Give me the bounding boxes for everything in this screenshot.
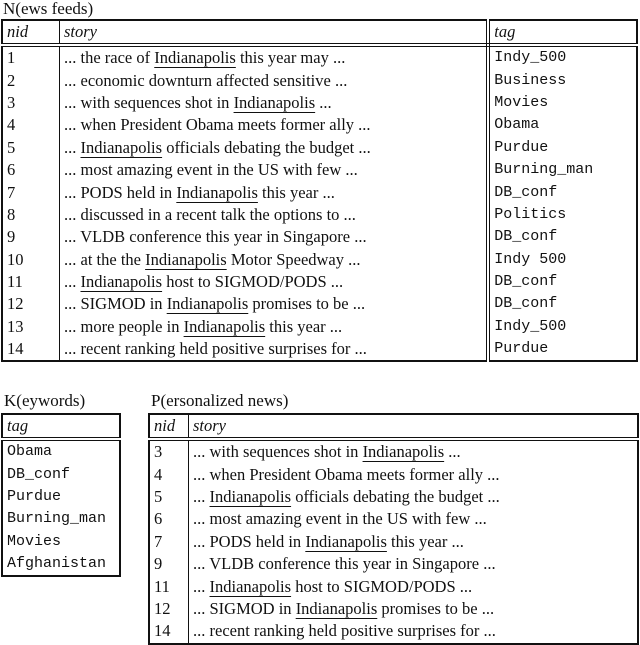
story-cell [60, 92, 489, 114]
story-text: ... recent ranking held positive surprises for ... [193, 621, 496, 641]
story-text: host to SIGMOD/PODS ... [162, 272, 344, 292]
nid-cell: 4 [2, 114, 60, 136]
tag-cell: Movies [494, 93, 549, 111]
nid-cell: 6 [2, 159, 60, 181]
story-cell [60, 181, 489, 203]
table-header-row [2, 20, 637, 45]
table-row [2, 439, 120, 463]
highlighted-keyword: Indianapolis [80, 272, 163, 292]
story-text: this year ... [257, 182, 335, 202]
story-cell [60, 159, 489, 181]
story-text: ... [64, 137, 81, 157]
story-text: ... PODS held in [64, 182, 177, 202]
nid-cell: 10 [2, 249, 60, 271]
nid-cell: 1 [2, 45, 60, 69]
story-text: ... [444, 442, 461, 462]
story-text: ... recent ranking held positive surprises for ... [64, 339, 367, 359]
highlighted-keyword: Indianapolis [80, 137, 163, 157]
highlighted-keyword: Indianapolis [305, 531, 387, 551]
table-row [2, 249, 637, 271]
table-header-row [2, 414, 120, 439]
news-feeds-table [1, 19, 638, 362]
story-text: this year may ... [235, 48, 346, 68]
story-text: ... [315, 92, 332, 112]
story-text: ... SIGMOD in [64, 294, 167, 314]
story-text: ... when President Obama meets former ally ... [64, 115, 371, 135]
tag-cell: Indy 500 [494, 250, 567, 268]
story-cell [60, 249, 489, 271]
tag-cell: Burning_man [494, 161, 594, 179]
story-text: ... economic downturn affected sensitive ... [64, 70, 348, 90]
table-row [149, 486, 638, 508]
tag-cell: DB_conf [494, 183, 558, 201]
tag-cell: Obama [7, 443, 53, 461]
story-text: ... [64, 272, 81, 292]
highlighted-keyword: Indianapolis [166, 294, 249, 314]
tag-cell: Obama [494, 116, 540, 134]
table-row [2, 293, 637, 315]
table-row [149, 575, 638, 597]
nid-cell: 13 [2, 316, 60, 338]
personalized-news-caption: P(ersonalized news) [151, 391, 289, 410]
table-row [2, 159, 637, 181]
keywords-table [1, 413, 121, 577]
tag-cell: Movies [7, 532, 62, 550]
nid-cell: 6 [149, 508, 189, 530]
story-text: ... with sequences shot in [64, 92, 234, 112]
story-text: ... the race of [64, 48, 155, 68]
table-row [2, 181, 637, 203]
nid-cell: 7 [2, 181, 60, 203]
tag-cell: Indy_500 [494, 49, 567, 67]
table-row [2, 137, 637, 159]
story-text: officials debating the budget ... [162, 137, 371, 157]
table-row [2, 463, 120, 485]
story-cell [189, 486, 639, 508]
table-row [2, 45, 637, 69]
table-row [2, 204, 637, 226]
story-cell [189, 439, 639, 463]
highlighted-keyword: Indianapolis [295, 598, 378, 618]
header-story: story [189, 414, 639, 439]
personalized-news-table [148, 413, 639, 645]
highlighted-keyword: Indianapolis [176, 182, 258, 202]
story-text: ... with sequences shot in [193, 442, 363, 462]
story-text: ... most amazing event in the US with few ... [64, 160, 358, 180]
highlighted-keyword: Indianapolis [233, 92, 316, 112]
header-nid: nid [2, 20, 60, 45]
story-cell [60, 114, 489, 136]
tag-cell: Purdue [7, 487, 62, 505]
story-text: ... SIGMOD in [193, 598, 296, 618]
story-cell [60, 204, 489, 226]
tag-cell: Business [494, 71, 567, 89]
tag-cell: DB_conf [494, 273, 558, 291]
table-row [2, 486, 120, 508]
table-row [2, 531, 120, 553]
nid-cell: 11 [149, 575, 189, 597]
nid-cell: 12 [149, 598, 189, 620]
nid-cell: 14 [2, 338, 60, 361]
nid-cell: 8 [2, 204, 60, 226]
nid-cell: 5 [2, 137, 60, 159]
story-text: ... VLDB conference this year in Singapore ... [64, 227, 367, 247]
nid-cell: 14 [149, 620, 189, 643]
header-tag: tag [2, 414, 120, 439]
tag-cell: Afghanistan [7, 555, 107, 573]
table-row [149, 463, 638, 485]
tag-cell: Burning_man [7, 510, 107, 528]
story-text: Motor Speedway ... [226, 249, 361, 269]
story-cell [189, 620, 639, 643]
story-cell [189, 553, 639, 575]
story-text: ... when President Obama meets former ally ... [193, 464, 500, 484]
story-text: ... most amazing event in the US with few ... [193, 509, 487, 529]
table-row [2, 226, 637, 248]
highlighted-keyword: Indianapolis [183, 316, 266, 336]
tag-cell: Purdue [494, 138, 549, 156]
news-feeds-caption: N(ews feeds) [3, 0, 94, 18]
story-text: ... more people in [64, 316, 184, 336]
nid-cell: 7 [149, 531, 189, 553]
tag-cell: DB_conf [494, 295, 558, 313]
story-cell [60, 45, 489, 69]
highlighted-keyword: Indianapolis [145, 249, 227, 269]
table-row [2, 316, 637, 338]
nid-cell: 12 [2, 293, 60, 315]
table-header-row [149, 414, 638, 439]
table-row [2, 271, 637, 293]
table-row [2, 69, 637, 91]
table-row [149, 439, 638, 463]
nid-cell: 5 [149, 486, 189, 508]
story-cell [189, 463, 639, 485]
nid-cell: 9 [2, 226, 60, 248]
keywords-caption: K(eywords) [4, 391, 86, 410]
story-text: ... discussed in a recent talk the options to ... [64, 204, 356, 224]
nid-cell: 11 [2, 271, 60, 293]
story-text: ... [193, 486, 210, 506]
highlighted-keyword: Indianapolis [154, 48, 236, 68]
tag-cell: Purdue [494, 340, 549, 358]
story-cell [189, 598, 639, 620]
highlighted-keyword: Indianapolis [209, 576, 292, 596]
highlighted-keyword: Indianapolis [362, 442, 445, 462]
story-text: ... PODS held in [193, 531, 306, 551]
story-cell [60, 226, 489, 248]
header-tag: tag [488, 20, 637, 45]
table-row [149, 598, 638, 620]
story-text: promises to be ... [248, 294, 366, 314]
story-text: promises to be ... [377, 598, 495, 618]
story-cell [60, 338, 489, 361]
story-cell [189, 508, 639, 530]
table-row [149, 620, 638, 643]
nid-cell: 9 [149, 553, 189, 575]
header-story: story [60, 20, 489, 45]
nid-cell: 2 [2, 69, 60, 91]
nid-cell: 3 [149, 439, 189, 463]
table-row [2, 114, 637, 136]
story-cell [60, 271, 489, 293]
story-text: ... [193, 576, 210, 596]
story-text: this year ... [265, 316, 343, 336]
story-cell [60, 316, 489, 338]
story-text: ... VLDB conference this year in Singapore ... [193, 554, 496, 574]
header-nid: nid [149, 414, 189, 439]
table-row [2, 553, 120, 576]
story-text: host to SIGMOD/PODS ... [291, 576, 473, 596]
tag-cell: Indy_500 [494, 317, 567, 335]
table-row [2, 338, 637, 361]
story-cell [60, 137, 489, 159]
story-cell [60, 69, 489, 91]
nid-cell: 3 [2, 92, 60, 114]
story-cell [60, 293, 489, 315]
story-cell [189, 575, 639, 597]
table-row [149, 553, 638, 575]
nid-cell: 4 [149, 463, 189, 485]
table-row [149, 531, 638, 553]
tag-cell: Politics [494, 205, 567, 223]
tag-cell: DB_conf [7, 465, 71, 483]
story-cell [189, 531, 639, 553]
story-text: this year ... [386, 531, 464, 551]
story-text: officials debating the budget ... [291, 486, 500, 506]
table-row [149, 508, 638, 530]
highlighted-keyword: Indianapolis [209, 486, 292, 506]
table-row [2, 92, 637, 114]
tag-cell: DB_conf [494, 228, 558, 246]
table-row [2, 508, 120, 530]
story-text: ... at the the [64, 249, 146, 269]
